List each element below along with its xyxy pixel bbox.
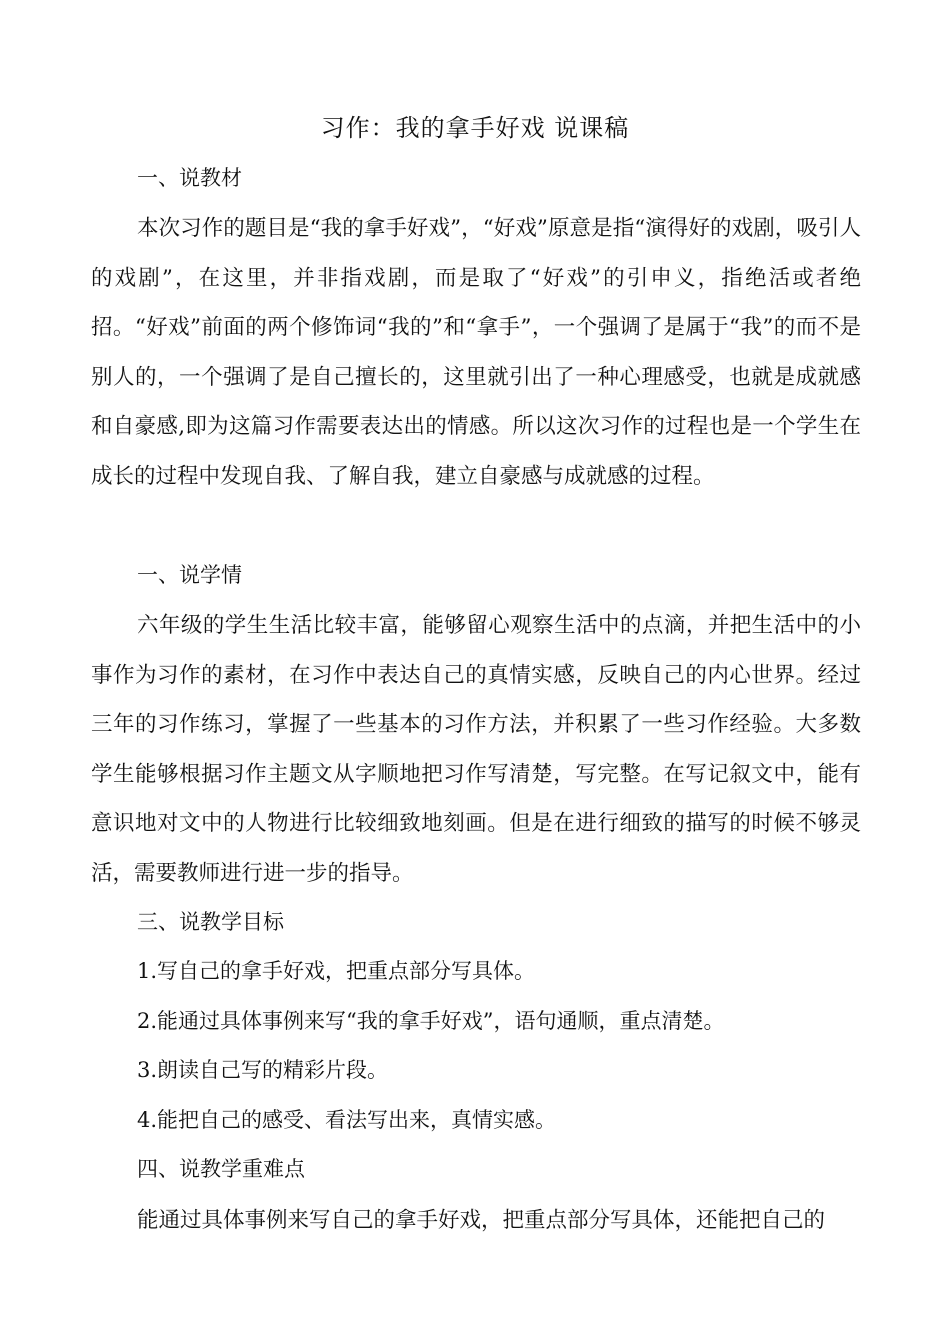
section-paragraph-students: 六年级的学生生活比较丰富，能够留心观察生活中的点滴，并把生活中的小事作为习作的素材，在习作中表达自己的真情实感，反映自己的内心世界。经过三年的习作练习，掌握了一些基本的习作方法，并积累了一些习作经验。大多数学生能够根据习作主题文从字顺地把习作写清楚，写完整。在写记叙文中，能有意识地对文中的人物进行比较细致地刻画。但是在进行细致的描写的时候不够灵活，需要教师进行进一步的指导。	[91, 613, 861, 886]
section-heading-students: 一、说学情	[137, 563, 242, 587]
goal-item: 1.写自己的拿手好戏，把重点部分写具体。	[137, 959, 536, 983]
document-title: 习作：我的拿手好戏 说课稿	[320, 114, 630, 142]
section-heading-textbook: 一、说教材	[137, 166, 242, 190]
goal-item: 3.朗读自己写的精彩片段。	[137, 1058, 389, 1082]
section-paragraph-key-points: 能通过具体事例来写自己的拿手好戏，把重点部分写具体，还能把自己的	[137, 1208, 826, 1233]
section-paragraph-textbook: 本次习作的题目是“我的拿手好戏”，“好戏”原意是指“演得好的戏剧，吸引人的戏剧”，在这里，并非指戏剧，而是取了“好戏”的引申义，指绝活或者绝招。“好戏”前面的两个修饰词“我的”和“拿手”，一个强调了是属于“我”的而不是别人的，一个强调了是自己擅长的，这里就引出了一种心理感受，也就是成就感和自豪感,即为这篇习作需要表达出的情感。所以这次习作的过程也是一个学生在成长的过程中发现自我、了解自我，建立自豪感与成就感的过程。	[91, 216, 861, 489]
section-heading-key-points: 四、说教学重难点	[137, 1157, 305, 1181]
goal-item: 2.能通过具体事例来写“我的拿手好戏”，语句通顺，重点清楚。	[137, 1009, 725, 1033]
goal-item: 4.能把自己的感受、看法写出来，真情实感。	[137, 1108, 557, 1132]
section-heading-goals: 三、说教学目标	[137, 910, 284, 934]
